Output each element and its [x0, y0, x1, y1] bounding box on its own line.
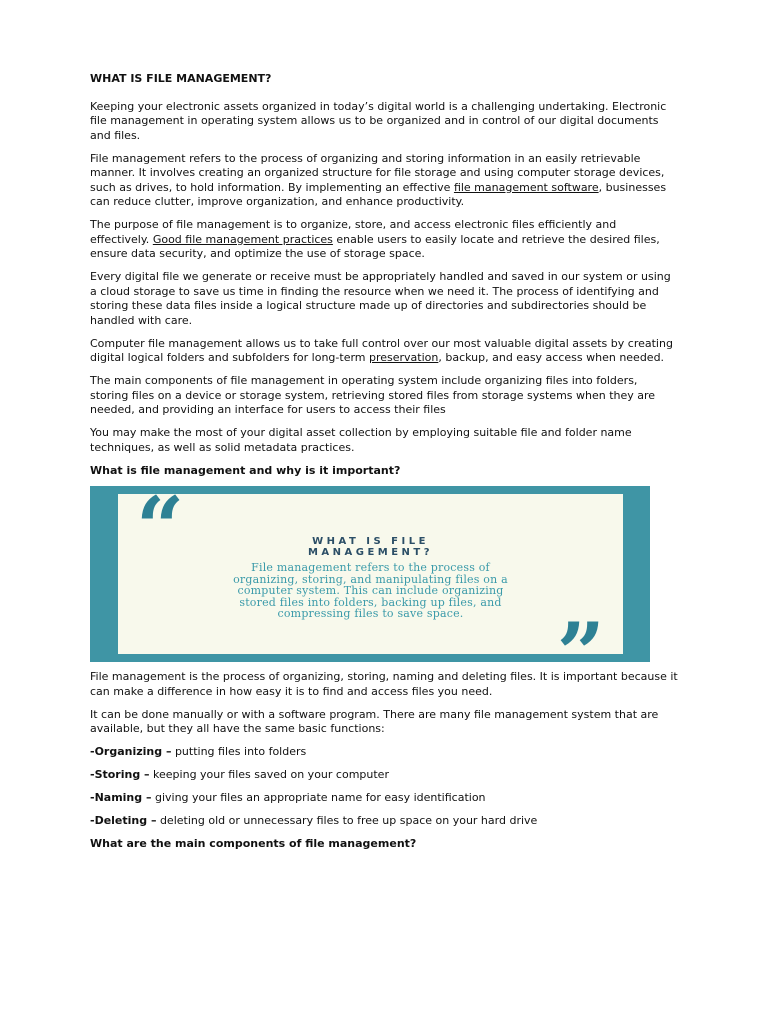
paragraph-techniques: You may make the most of your digital asset collection by employing suitable file and folder name techniques, as well as solid metadata practices.: [90, 426, 632, 454]
infographic-line: compressing files to save space.: [277, 607, 464, 620]
link-file-management-software[interactable]: file management software: [453, 180, 599, 194]
paragraph-definition: [90, 152, 678, 210]
function-term: -Naming –: [90, 791, 152, 804]
heading-why-important: What is file management and why is it important?: [90, 463, 401, 477]
paragraph-text: enable users to easily locate and retrieve the desired files, ensure data security, and optimize the use of storage space.: [90, 232, 660, 260]
paragraph-digital-files: Every digital file we generate or receive must be appropriately handled and saved in our system or using a cloud storage to save us time in finding the resource when we need it. The process of identifying and storing these data files inside a logical structure made up of directories and subdirectories should be handled with care.: [90, 270, 671, 327]
function-item-deleting: [90, 814, 678, 829]
paragraph-intro: Keeping your electronic assets organized in today’s digital world is a challenging undertaking. Electronic file management in operating system allows us to be organized and in control of our digital documents and files.: [90, 99, 667, 142]
paragraph-purpose: [90, 218, 678, 262]
paragraph-text: Computer file management allows us to take full control over our most valuable digital assets by creating digital logical folders and subfolders for long-term: [90, 336, 673, 364]
paragraph-text: File management refers to the process of organizing and storing information in an easily retrievable manner. It involves creating an organized structure for file storage and using computer storage devices, such as drives, to hold information. By implementing an effective: [90, 151, 665, 194]
function-desc: deleting old or unnecessary files to free up space on your hard drive: [156, 814, 538, 827]
heading-main-components: What are the main components of file management?: [90, 837, 417, 850]
function-desc: giving your files an appropriate name for easy identification: [151, 791, 486, 804]
paragraph-text: , businesses can reduce clutter, improve organization, and enhance productivity.: [90, 180, 667, 208]
document-title: WHAT IS FILE MANAGEMENT?: [90, 72, 272, 85]
infographic-title: [118, 536, 623, 558]
infographic-line: File management refers to the process of: [251, 561, 490, 574]
function-term: -Organizing –: [90, 745, 172, 758]
infographic-line: computer system. This can include organizing: [237, 584, 504, 597]
infographic-title-line: WHAT IS FILE: [312, 536, 429, 547]
link-good-practices[interactable]: Good file management practices: [152, 232, 333, 246]
function-item-storing: [90, 768, 678, 783]
infographic-title-line: MANAGEMENT?: [307, 547, 434, 558]
close-quote-icon: ”: [556, 604, 605, 703]
function-item-organizing: [90, 745, 678, 760]
paragraph-control: [90, 337, 678, 366]
paragraph-text: The purpose of file management is to organize, store, and access electronic files efficiently and effectively.: [90, 218, 617, 246]
infographic-line: organizing, storing, and manipulating files on a: [233, 572, 508, 586]
function-term: -Storing –: [90, 768, 150, 781]
infographic-line: stored files into folders, backing up files, and: [239, 595, 502, 609]
link-preservation[interactable]: preservation: [369, 351, 439, 364]
function-item-naming: [90, 791, 678, 806]
function-desc: keeping your files saved on your computer: [149, 768, 389, 781]
paragraph-text: , backup, and easy access when needed.: [438, 351, 665, 364]
open-quote-icon: “: [136, 478, 185, 577]
infographic-body: [158, 562, 583, 620]
function-term: -Deleting –: [90, 814, 157, 827]
paragraph-file-management-process: File management is the process of organizing, storing, naming and deleting files. It is important because it can make a difference in how easy it is to find and access files you need.: [90, 670, 678, 698]
paragraph-components: The main components of file management in operating system include organizing files into folders, storing files on a device or storage system, retrieving stored files from storage systems when they are needed, and providing an interface for users to access their files: [90, 374, 656, 416]
function-desc: putting files into folders: [171, 745, 307, 758]
paragraph-basic-functions: It can be done manually or with a software program. There are many file management system that are available, but they all have the same basic functions:: [90, 707, 659, 735]
